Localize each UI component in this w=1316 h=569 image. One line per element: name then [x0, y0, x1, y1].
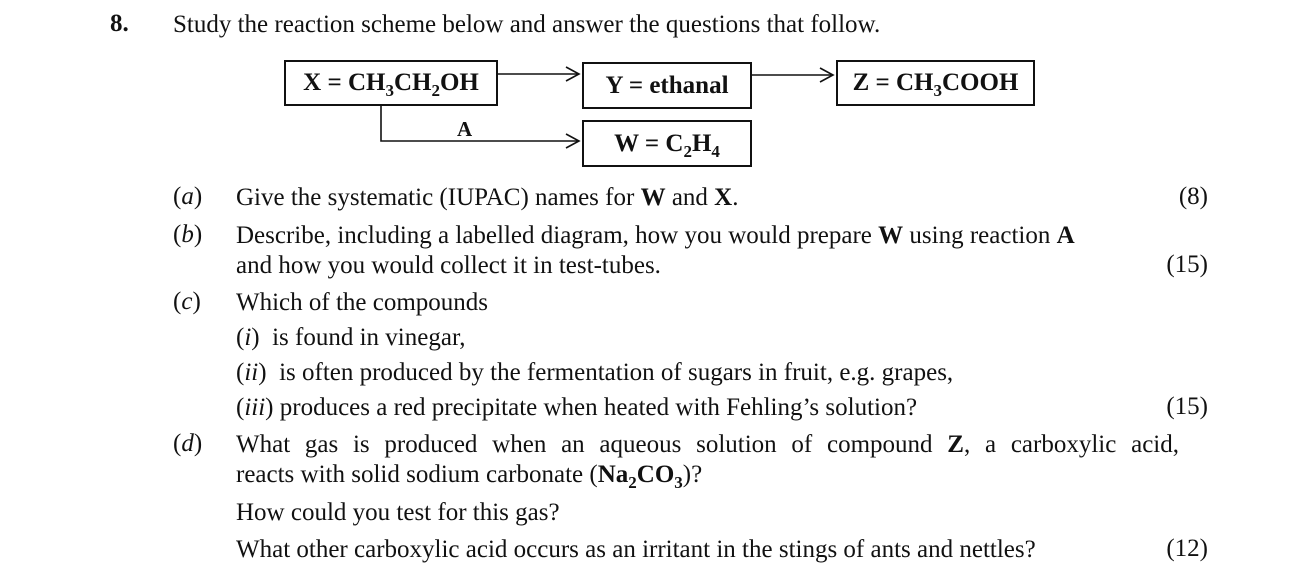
- part-c-stem: Which of the compounds: [236, 289, 489, 316]
- box-w-formula: $W = C_2H_4$: [614, 129, 720, 161]
- question-number: 8.: [110, 10, 129, 37]
- part-b-text-line1: Describe, including a labelled diagram, how you would prepare W using reaction A: [236, 222, 1075, 249]
- box-z-formula: $Z = CH_3COOH$: [852, 69, 1019, 100]
- part-c-ii: (ii) is often produced by the fermentation of sugars in fruit, e.g. grapes,: [236, 359, 954, 386]
- arrow-y-to-z-head: [820, 68, 833, 82]
- box-y-label: Y = ethanal: [605, 71, 729, 99]
- part-b-text-line2: and how you would collect it in test-tubes.: [236, 252, 661, 279]
- part-c-i: (i) is found in vinegar,: [236, 324, 466, 351]
- part-b-label: (b): [173, 221, 203, 248]
- reaction-a-label: A: [457, 117, 473, 141]
- part-c-label: (c): [173, 288, 201, 315]
- part-d-text-line1: What gas is produced when an aqueous solution of compound Z, a carboxylic acid,: [236, 431, 1179, 458]
- part-c-iii: (iii) produces a red precipitate when heated with Fehling’s solution?: [236, 394, 918, 421]
- part-a-text: Give the systematic (IUPAC) names for W and X.: [236, 184, 739, 211]
- part-d-text-line4: What other carboxylic acid occurs as an irritant in the stings of ants and nettles?: [236, 536, 1036, 563]
- part-a-marks: (8): [1178, 183, 1208, 210]
- box-x-formula: $X = CH_3CH_2OH$: [303, 69, 479, 100]
- part-d-text-line2: reacts with solid sodium carbonate $(Na_2CO_3)$?: [236, 461, 703, 492]
- arrow-x-to-y-head: [566, 67, 579, 81]
- box-w: [582, 120, 752, 167]
- arrow-x-to-w: [381, 106, 579, 141]
- part-c-marks: (15): [1166, 393, 1208, 420]
- question-intro: Study the reaction scheme below and answer the questions that follow.: [173, 11, 881, 38]
- arrow-x-to-w-head: [566, 134, 579, 148]
- box-z: [836, 60, 1035, 106]
- box-x: [284, 60, 498, 106]
- box-y: [582, 62, 752, 109]
- part-d-text-line3: How could you test for this gas?: [236, 499, 560, 526]
- part-d-marks: (12): [1166, 535, 1208, 562]
- part-a-label: (a): [173, 183, 203, 210]
- part-d-label: (d): [173, 430, 203, 457]
- part-b-marks: (15): [1166, 251, 1208, 278]
